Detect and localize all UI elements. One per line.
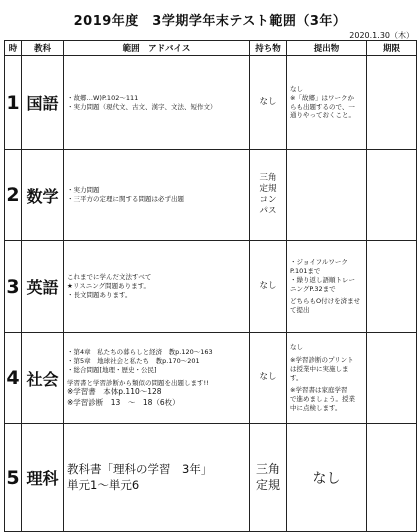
subject-cell: 国語 — [22, 56, 64, 150]
period-cell: 3 — [5, 241, 22, 333]
submit-line: P.101まで — [290, 266, 321, 275]
table-row — [5, 241, 417, 333]
header-due: 期限 — [367, 41, 417, 56]
due-cell — [367, 150, 417, 241]
header-period: 時 — [5, 41, 22, 56]
range-cell — [64, 56, 250, 150]
range-line: ・長文問題あります。 — [67, 290, 132, 299]
items-cell — [250, 56, 287, 150]
submit-cell — [287, 241, 367, 333]
items-line: パス — [259, 206, 277, 217]
submit-line: ニングP.32まで — [290, 284, 336, 293]
submit-line: て提出 — [290, 306, 310, 315]
range-line: 教科書「理科の学習 3年」 — [67, 461, 213, 476]
subject-cell: 社会 — [22, 333, 64, 424]
range-line: 学習書と学習診断から類似の問題を出題します!! — [67, 378, 209, 387]
range-cell — [64, 333, 250, 424]
items-line: コン — [259, 195, 277, 205]
range-cell — [64, 150, 250, 241]
items-line: 定規 — [255, 477, 280, 492]
items-cell — [250, 424, 287, 532]
table-row — [5, 424, 417, 532]
subject-cell: 英語 — [22, 241, 64, 333]
submit-line: 通りやっておくこと。 — [290, 111, 355, 120]
submit-line: らも出題するので、一 — [290, 102, 355, 111]
date-label: 2020.1.30（木） — [349, 31, 414, 40]
header-items: 持ち物 — [250, 41, 287, 56]
submit-line: ・繰り返し語順トレー — [290, 275, 355, 284]
range-cell — [64, 424, 250, 532]
due-cell — [367, 241, 417, 333]
period-cell: 4 — [5, 333, 22, 424]
items-line: 三角 — [255, 461, 280, 476]
submit-line: ※学習診断のプリント — [290, 356, 354, 365]
table-row — [5, 333, 417, 424]
header-submit: 提出物 — [287, 41, 367, 56]
submit-line: ※「故郷」はワークか — [290, 93, 354, 102]
submit-line: は授業中に実施しま — [290, 364, 349, 373]
header-range: 範囲 アドバイス — [64, 41, 250, 56]
submit-line: なし — [290, 84, 303, 93]
submit-line: なし — [290, 343, 303, 352]
range-line: これまでに学んだ文法すべて — [67, 273, 152, 282]
range-line: ・実力問題（現代文、古文、漢字、文法、短作文） — [67, 102, 217, 111]
period-cell: 1 — [5, 56, 22, 150]
submit-cell — [287, 150, 367, 241]
items-line: なし — [259, 96, 277, 107]
period-cell: 2 — [5, 150, 22, 241]
items-line: 三角 — [259, 172, 277, 183]
range-line: ・総合問題[地理・歴史・公民] — [67, 365, 157, 374]
items-cell — [250, 333, 287, 424]
range-line: ・第4章 私たちの暮らしと経済 教p.120～163 — [67, 348, 213, 357]
range-line: ★リスニング問題あります。 — [67, 282, 151, 291]
range-line: 単元1～単元6 — [67, 477, 140, 492]
submit-line: 中に点検します。 — [290, 403, 342, 412]
period-cell: 5 — [5, 424, 22, 532]
table-header-row — [5, 41, 417, 56]
submit-line: どちらもO付けを済ませ — [290, 297, 361, 306]
table-row — [5, 150, 417, 241]
page-title: 2019年度 3学期学年末テスト範囲（3年） — [73, 14, 347, 29]
submit-line: ※学習書は家庭学習 — [290, 386, 348, 395]
range-line: ・三平方の定理に関する問題は必ず出題 — [67, 195, 184, 203]
submit-line: す。 — [290, 373, 303, 382]
submit-cell: なし — [287, 424, 367, 532]
range-line: ・第5章 地球社会と私たち 教p.170～201 — [67, 357, 200, 366]
items-cell — [250, 241, 287, 333]
due-cell — [367, 333, 417, 424]
header-subject: 教科 — [22, 41, 64, 56]
test-range-table — [4, 40, 417, 532]
items-line: なし — [259, 372, 277, 383]
due-cell — [367, 424, 417, 532]
items-cell — [250, 150, 287, 241]
range-line: ※学習診断 13 ～ 18（6枚） — [67, 397, 180, 407]
items-line: 定規 — [259, 183, 277, 194]
submit-line: ・ジョイフルワーク — [290, 258, 348, 267]
subject-cell: 理科 — [22, 424, 64, 532]
range-line: ・実力問題 — [67, 186, 100, 195]
submit-line: で進めましょう。授業 — [290, 395, 355, 404]
due-cell — [367, 56, 417, 150]
items-line: なし — [259, 280, 277, 291]
range-line: ・故郷…W)P.102～111 — [67, 93, 139, 102]
range-cell — [64, 241, 250, 333]
submit-cell — [287, 56, 367, 150]
table-row — [5, 56, 417, 150]
range-line: ※学習書 本体p.110～128 — [67, 387, 162, 397]
submit-cell — [287, 333, 367, 424]
subject-cell: 数学 — [22, 150, 64, 241]
